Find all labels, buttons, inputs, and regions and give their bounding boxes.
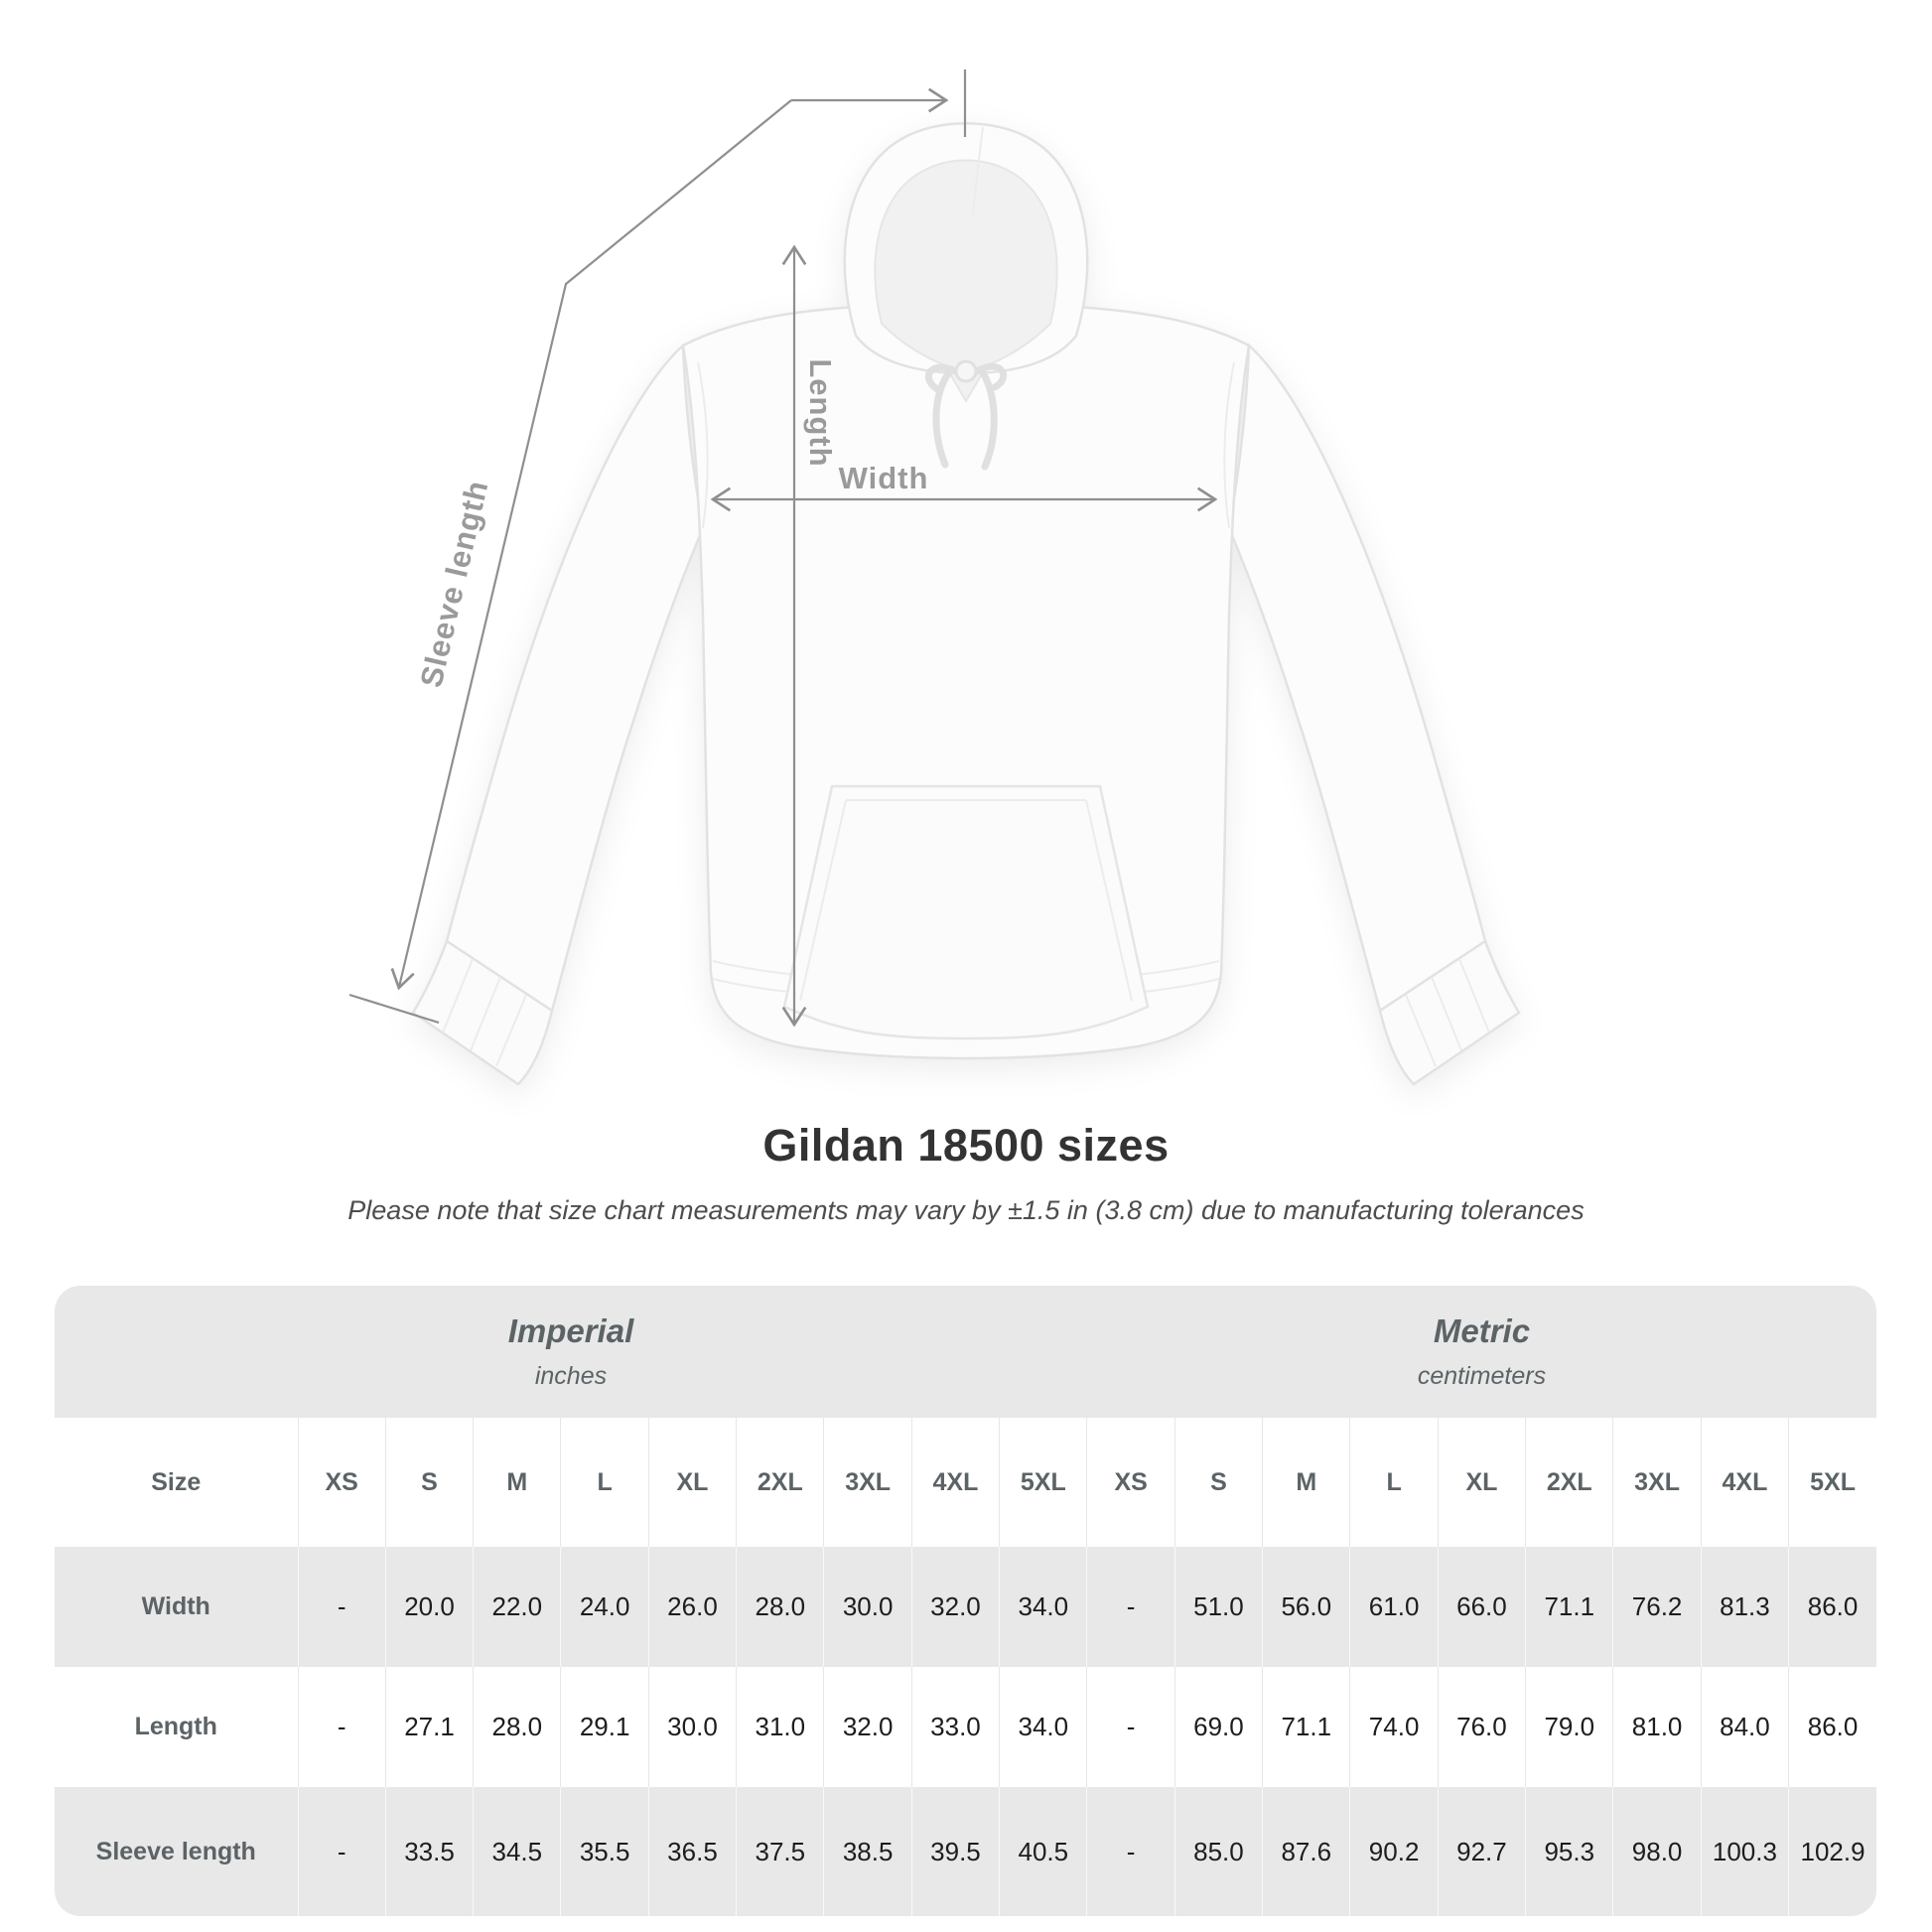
size-value: - xyxy=(1087,1547,1174,1667)
size-value: 71.1 xyxy=(1526,1547,1613,1667)
size-header: 5XL xyxy=(1000,1418,1087,1547)
unit-band-row xyxy=(55,1286,1876,1418)
size-value: 87.6 xyxy=(1263,1787,1350,1916)
row-label: Length xyxy=(55,1667,298,1787)
size-header: 3XL xyxy=(1613,1418,1701,1547)
hoodie-illustration xyxy=(413,123,1519,1084)
size-value: 85.0 xyxy=(1174,1787,1262,1916)
size-header: XL xyxy=(648,1418,736,1547)
size-header: L xyxy=(1350,1418,1438,1547)
size-value: 36.5 xyxy=(648,1787,736,1916)
size-value: 76.2 xyxy=(1613,1547,1701,1667)
size-value: 51.0 xyxy=(1174,1547,1262,1667)
size-value: 28.0 xyxy=(737,1547,824,1667)
size-value: 35.5 xyxy=(561,1787,648,1916)
size-table xyxy=(55,1286,1876,1916)
size-header: 2XL xyxy=(737,1418,824,1547)
size-value: 28.0 xyxy=(474,1667,561,1787)
size-value: - xyxy=(298,1547,385,1667)
size-value: 29.1 xyxy=(561,1667,648,1787)
metric-unit: centimeters xyxy=(1417,1362,1547,1390)
size-value: 86.0 xyxy=(1789,1547,1876,1667)
size-value: 30.0 xyxy=(824,1547,911,1667)
size-value: 33.5 xyxy=(385,1787,473,1916)
size-value: 76.0 xyxy=(1438,1667,1525,1787)
table-row-width xyxy=(55,1547,1876,1667)
size-value: 31.0 xyxy=(737,1667,824,1787)
tolerance-note: Please note that size chart measurements may vary by ±1.5 in (3.8 cm) due to manufacturing tolerances xyxy=(347,1195,1585,1225)
size-value: 95.3 xyxy=(1526,1787,1613,1916)
size-value: - xyxy=(1087,1787,1174,1916)
size-value: 34.0 xyxy=(1000,1667,1087,1787)
size-value: 71.1 xyxy=(1263,1667,1350,1787)
metric-label: Metric xyxy=(1433,1312,1531,1349)
size-value: 32.0 xyxy=(911,1547,999,1667)
size-value: 26.0 xyxy=(648,1547,736,1667)
width-label: Width xyxy=(838,461,929,495)
size-header: XL xyxy=(1438,1418,1525,1547)
row-label: Width xyxy=(55,1547,298,1667)
size-value: 37.5 xyxy=(737,1787,824,1916)
size-value: - xyxy=(298,1787,385,1916)
size-value: 22.0 xyxy=(474,1547,561,1667)
size-header: M xyxy=(1263,1418,1350,1547)
size-value: 98.0 xyxy=(1613,1787,1701,1916)
size-header: 4XL xyxy=(911,1418,999,1547)
size-value: 84.0 xyxy=(1701,1667,1788,1787)
size-value: 74.0 xyxy=(1350,1667,1438,1787)
size-value: 33.0 xyxy=(911,1667,999,1787)
size-value: - xyxy=(298,1667,385,1787)
size-value: 81.3 xyxy=(1701,1547,1788,1667)
size-value: 32.0 xyxy=(824,1667,911,1787)
size-value: 56.0 xyxy=(1263,1547,1350,1667)
size-value: 40.5 xyxy=(1000,1787,1087,1916)
size-value: 34.0 xyxy=(1000,1547,1087,1667)
size-col-header: Size xyxy=(55,1418,298,1547)
size-header: 2XL xyxy=(1526,1418,1613,1547)
page-title: Gildan 18500 sizes xyxy=(762,1120,1170,1171)
size-value: 86.0 xyxy=(1789,1667,1876,1787)
size-value: 27.1 xyxy=(385,1667,473,1787)
table-row-sleeve-length xyxy=(55,1787,1876,1916)
size-value: 30.0 xyxy=(648,1667,736,1787)
row-label: Sleeve length xyxy=(55,1787,298,1916)
size-value: 66.0 xyxy=(1438,1547,1525,1667)
size-value: 61.0 xyxy=(1350,1547,1438,1667)
size-value: 100.3 xyxy=(1701,1787,1788,1916)
size-header-row xyxy=(55,1418,1876,1547)
size-header: M xyxy=(474,1418,561,1547)
size-header: 3XL xyxy=(824,1418,911,1547)
size-value: 90.2 xyxy=(1350,1787,1438,1916)
size-value: 38.5 xyxy=(824,1787,911,1916)
size-value: 92.7 xyxy=(1438,1787,1525,1916)
size-value: 24.0 xyxy=(561,1547,648,1667)
sleeve-length-label: Sleeve length xyxy=(413,477,495,691)
size-header: XS xyxy=(298,1418,385,1547)
imperial-unit: inches xyxy=(534,1362,608,1390)
size-value: 34.5 xyxy=(474,1787,561,1916)
size-value: 79.0 xyxy=(1526,1667,1613,1787)
group-header-metric xyxy=(1087,1286,1876,1418)
size-header: 5XL xyxy=(1789,1418,1876,1547)
size-value: 39.5 xyxy=(911,1787,999,1916)
table-row-length xyxy=(55,1667,1876,1787)
size-value: 69.0 xyxy=(1174,1667,1262,1787)
size-value: 102.9 xyxy=(1789,1787,1876,1916)
size-header: L xyxy=(561,1418,648,1547)
size-header: XS xyxy=(1087,1418,1174,1547)
size-header: S xyxy=(1174,1418,1262,1547)
length-label: Length xyxy=(803,358,838,468)
imperial-label: Imperial xyxy=(507,1312,634,1349)
size-value: - xyxy=(1087,1667,1174,1787)
size-header: S xyxy=(385,1418,473,1547)
size-value: 81.0 xyxy=(1613,1667,1701,1787)
size-value: 20.0 xyxy=(385,1547,473,1667)
group-header-imperial xyxy=(55,1286,1087,1418)
size-header: 4XL xyxy=(1701,1418,1788,1547)
